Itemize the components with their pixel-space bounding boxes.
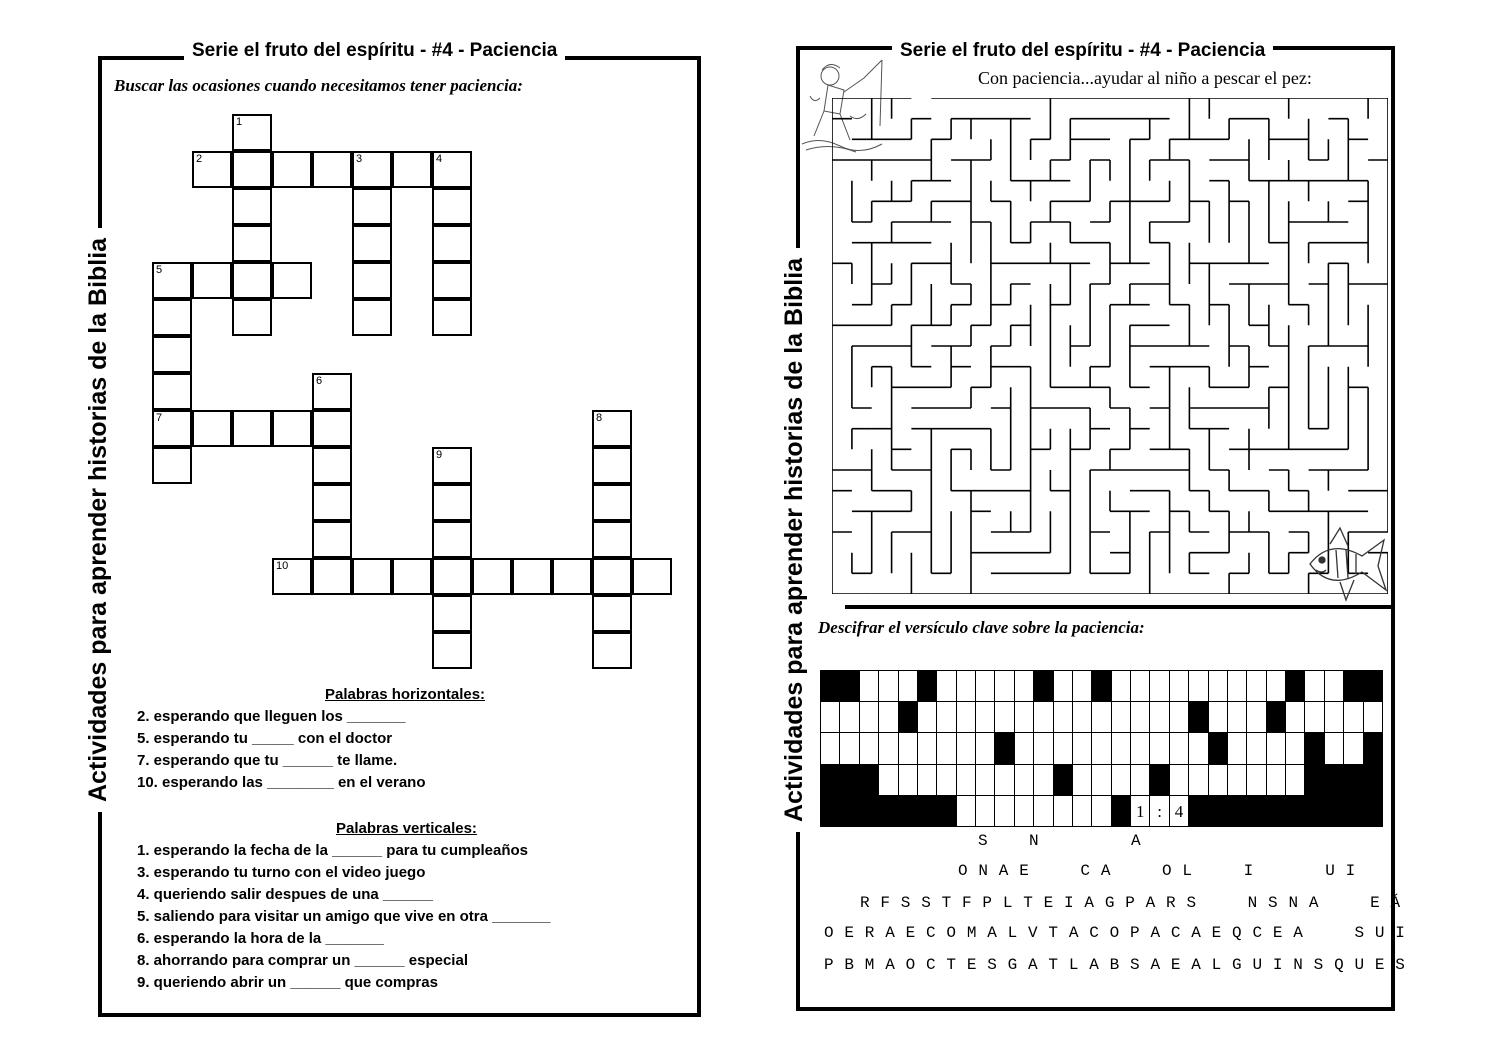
decode-cell (1149, 764, 1169, 796)
crossword-cell[interactable] (432, 299, 472, 336)
decode-cell[interactable] (1072, 764, 1092, 796)
decode-cell[interactable] (1266, 732, 1286, 764)
decode-cell[interactable] (1072, 732, 1092, 764)
decode-cell (1304, 764, 1324, 796)
decode-cell[interactable] (1246, 701, 1266, 733)
crossword-cell[interactable] (312, 373, 352, 410)
decode-cell[interactable] (994, 701, 1014, 733)
decode-cell[interactable] (975, 701, 995, 733)
decode-cell[interactable] (859, 701, 879, 733)
decode-cell[interactable] (956, 701, 976, 733)
decode-cell[interactable] (1014, 764, 1034, 796)
verse-reference-cell: 4 (1169, 795, 1189, 827)
crossword-cell[interactable] (152, 336, 192, 373)
crossword-cell[interactable] (272, 410, 312, 447)
decode-cell[interactable] (1169, 670, 1189, 702)
decode-cell[interactable] (878, 670, 898, 702)
decode-cell[interactable] (1208, 670, 1228, 702)
crossword-cell[interactable] (192, 151, 232, 188)
decode-cell[interactable] (1208, 764, 1228, 796)
decode-cell[interactable] (878, 732, 898, 764)
crossword-clue-number: 7 (156, 412, 163, 424)
crossword-cell[interactable] (152, 262, 192, 299)
decode-cell (878, 795, 898, 827)
decode-cell[interactable] (1130, 764, 1150, 796)
decode-cell[interactable] (975, 670, 995, 702)
decode-cell[interactable] (994, 670, 1014, 702)
decode-cell[interactable] (1053, 701, 1073, 733)
decode-cell[interactable] (1014, 732, 1034, 764)
decode-cell (1324, 764, 1344, 796)
letter-row: P B M A O C T E S G A T L A B S A E A L G U I N S Q U E S (824, 956, 1406, 974)
decode-cell[interactable] (1246, 764, 1266, 796)
crossword-cell[interactable] (232, 299, 272, 336)
decode-cell[interactable] (1130, 701, 1150, 733)
crossword-cell[interactable] (432, 521, 472, 558)
crossword-cell[interactable] (272, 558, 312, 595)
crossword-cell[interactable] (312, 151, 352, 188)
horizontal-heading: Palabras horizontales: (325, 686, 486, 703)
decode-cell[interactable] (1014, 701, 1034, 733)
decode-cell[interactable] (1130, 670, 1150, 702)
decode-cell[interactable] (1014, 795, 1034, 827)
decode-cell (1053, 764, 1073, 796)
decode-cell (1208, 795, 1228, 827)
decode-cell[interactable] (1149, 670, 1169, 702)
crossword-cell[interactable] (432, 262, 472, 299)
crossword-cell[interactable] (352, 299, 392, 336)
decode-cell[interactable] (1266, 764, 1286, 796)
crossword-cell[interactable] (192, 410, 232, 447)
decode-cell (1343, 764, 1363, 796)
decode-cell[interactable] (1149, 732, 1169, 764)
decode-cell[interactable] (839, 701, 859, 733)
clue-v6: 6. esperando la hora de la _______ (137, 930, 384, 947)
decode-cell[interactable] (898, 732, 918, 764)
decode-cell (1324, 795, 1344, 827)
crossword-cell[interactable] (352, 151, 392, 188)
decode-cell[interactable] (975, 732, 995, 764)
decode-cell (820, 795, 840, 827)
decode-cell[interactable] (1227, 732, 1247, 764)
decode-cell[interactable] (1304, 701, 1324, 733)
crossword-clue-number: 10 (276, 560, 289, 572)
crossword-cell[interactable] (232, 151, 272, 188)
crossword-cell[interactable] (272, 262, 312, 299)
decode-cell[interactable] (1324, 670, 1344, 702)
decode-cell[interactable] (839, 732, 859, 764)
decode-cell[interactable] (1343, 701, 1363, 733)
crossword-cell[interactable] (592, 632, 632, 669)
crossword-cell[interactable] (592, 447, 632, 484)
verse-decode-grid (820, 670, 1382, 826)
crossword-cell[interactable] (592, 410, 632, 447)
decode-cell (898, 701, 918, 733)
crossword-clue-number: 9 (436, 449, 443, 461)
crossword-cell[interactable] (232, 188, 272, 225)
decode-cell[interactable] (1324, 701, 1344, 733)
maze-instruction: Con paciencia...ayudar al niño a pescar el pez: (978, 68, 1312, 88)
crossword-cell[interactable] (392, 558, 432, 595)
verse-reference-cell: : (1149, 795, 1169, 827)
right-page-header: Serie el fruto del espíritu - #4 - Paciencia (892, 40, 1273, 62)
decode-cell[interactable] (1091, 701, 1111, 733)
crossword-cell[interactable] (432, 484, 472, 521)
crossword-cell[interactable] (152, 447, 192, 484)
crossword-cell[interactable] (352, 558, 392, 595)
verse-reference-cell: 1 (1130, 795, 1150, 827)
crossword-clue-number: 2 (196, 153, 203, 165)
decode-cell (1285, 795, 1305, 827)
left-page-header: Serie el fruto del espíritu - #4 - Paciencia (184, 40, 565, 62)
crossword-cell[interactable] (432, 595, 472, 632)
left-side-title: Actividades para aprender historias de la Biblia (84, 228, 113, 812)
crossword-instruction: Buscar las ocasiones cuando necesitamos tener paciencia: (114, 76, 523, 95)
decode-cell (1363, 795, 1383, 827)
crossword-cell[interactable] (352, 225, 392, 262)
crossword-cell[interactable] (432, 188, 472, 225)
crossword-cell[interactable] (432, 558, 472, 595)
decode-cell (820, 670, 840, 702)
crossword-cell[interactable] (632, 558, 672, 595)
decode-cell[interactable] (936, 732, 956, 764)
decode-cell (936, 795, 956, 827)
decode-cell[interactable] (917, 701, 937, 733)
crossword-cell[interactable] (472, 558, 512, 595)
decode-cell[interactable] (1169, 701, 1189, 733)
decode-cell (1266, 701, 1286, 733)
decode-cell[interactable] (878, 764, 898, 796)
crossword-cell[interactable] (352, 262, 392, 299)
fish-illustration (1300, 520, 1390, 604)
crossword-cell[interactable] (312, 447, 352, 484)
clue-v9: 9. queriendo abrir un ______ que compras (137, 974, 438, 991)
decode-cell[interactable] (1130, 732, 1150, 764)
decode-cell[interactable] (1072, 795, 1092, 827)
decode-cell (839, 670, 859, 702)
clue-h7: 7. esperando que tu ______ te llame. (137, 752, 398, 769)
decode-cell[interactable] (1227, 670, 1247, 702)
decode-cell[interactable] (1208, 701, 1228, 733)
crossword-cell[interactable] (232, 262, 272, 299)
letter-row: R F S S T F P L T E I A G P A R S N S N A E Á (860, 894, 1401, 912)
decode-instruction: Descifrar el versículo clave sobre la paciencia: (818, 618, 1145, 637)
crossword-cell[interactable] (312, 410, 352, 447)
decode-cell (1091, 670, 1111, 702)
horizontal-clues (137, 684, 537, 794)
crossword-cell[interactable] (352, 188, 392, 225)
decode-cell (1033, 670, 1053, 702)
decode-cell[interactable] (936, 670, 956, 702)
letter-row: O E R A E C O M A L V T A C O P A C A E Q C E A S U I (824, 924, 1406, 942)
crossword-cell[interactable] (232, 410, 272, 447)
decode-cell (1227, 795, 1247, 827)
decode-cell (917, 795, 937, 827)
crossword-cell[interactable] (312, 484, 352, 521)
clue-v3: 3. esperando tu turno con el video juego (137, 864, 426, 881)
decode-cell (898, 795, 918, 827)
decode-cell (917, 670, 937, 702)
decode-cell[interactable] (956, 764, 976, 796)
decode-cell[interactable] (1304, 670, 1324, 702)
decode-cell[interactable] (1169, 732, 1189, 764)
decode-cell (859, 795, 879, 827)
crossword-cell[interactable] (512, 558, 552, 595)
clue-h5: 5. esperando tu _____ con el doctor (137, 730, 393, 747)
crossword-cell[interactable] (232, 225, 272, 262)
letter-row: S N A (978, 832, 1142, 850)
decode-cell[interactable] (1072, 701, 1092, 733)
decode-cell[interactable] (1033, 732, 1053, 764)
decode-cell[interactable] (1246, 732, 1266, 764)
decode-cell (1363, 764, 1383, 796)
decode-cell[interactable] (917, 732, 937, 764)
clue-v8: 8. ahorrando para comprar un ______ especial (137, 952, 468, 969)
decode-cell[interactable] (994, 795, 1014, 827)
crossword-cell[interactable] (152, 410, 192, 447)
decode-cell[interactable] (1091, 732, 1111, 764)
vertical-heading: Palabras verticales: (336, 820, 477, 837)
decode-cell[interactable] (1363, 701, 1383, 733)
crossword-clue-number: 1 (236, 116, 243, 128)
decode-cell (994, 732, 1014, 764)
crossword-cell[interactable] (312, 521, 352, 558)
decode-cell (839, 764, 859, 796)
clue-v4: 4. queriendo salir despues de una ______ (137, 886, 433, 903)
clue-h2: 2. esperando que lleguen los _______ (137, 708, 406, 725)
crossword-cell[interactable] (152, 373, 192, 410)
decode-cell[interactable] (1072, 670, 1092, 702)
decode-cell[interactable] (1149, 701, 1169, 733)
decode-cell[interactable] (1053, 732, 1073, 764)
crossword-cell[interactable] (592, 558, 632, 595)
crossword-clue-number: 4 (436, 153, 443, 165)
decode-cell (1188, 701, 1208, 733)
decode-cell (839, 795, 859, 827)
decode-cell[interactable] (1053, 795, 1073, 827)
decode-cell[interactable] (820, 701, 840, 733)
decode-cell[interactable] (956, 732, 976, 764)
crossword-cell[interactable] (312, 558, 352, 595)
decode-cell[interactable] (1111, 732, 1131, 764)
decode-cell[interactable] (1033, 701, 1053, 733)
crossword-cell[interactable] (592, 521, 632, 558)
crossword-cell[interactable] (232, 114, 272, 151)
decode-cell[interactable] (1111, 701, 1131, 733)
decode-cell (1304, 795, 1324, 827)
decode-cell[interactable] (898, 670, 918, 702)
decode-cell[interactable] (975, 764, 995, 796)
crossword-cell[interactable] (552, 558, 592, 595)
decode-cell[interactable] (898, 764, 918, 796)
decode-cell[interactable] (1111, 764, 1131, 796)
decode-cell (1285, 670, 1305, 702)
decode-cell[interactable] (936, 764, 956, 796)
decode-cell[interactable] (1246, 670, 1266, 702)
decode-cell (1363, 732, 1383, 764)
decode-cell[interactable] (1227, 701, 1247, 733)
decode-cell (1343, 795, 1363, 827)
maze-divider (845, 605, 1391, 609)
crossword-cell[interactable] (392, 151, 432, 188)
decode-cell[interactable] (1033, 764, 1053, 796)
crossword-cell[interactable] (432, 447, 472, 484)
decode-cell[interactable] (1285, 764, 1305, 796)
crossword-clue-number: 3 (356, 153, 363, 165)
decode-cell (1363, 670, 1383, 702)
decode-cell[interactable] (878, 701, 898, 733)
decode-cell[interactable] (994, 764, 1014, 796)
decode-cell[interactable] (917, 764, 937, 796)
decode-cell[interactable] (936, 701, 956, 733)
decode-cell[interactable] (975, 795, 995, 827)
decode-cell (1246, 795, 1266, 827)
crossword-cell[interactable] (432, 151, 472, 188)
crossword-cell[interactable] (432, 632, 472, 669)
decode-cell (1208, 732, 1228, 764)
vertical-clues (137, 818, 597, 994)
decode-cell[interactable] (1266, 670, 1286, 702)
crossword-clue-number: 6 (316, 375, 323, 387)
decode-cell[interactable] (859, 670, 879, 702)
decode-cell[interactable] (1324, 732, 1344, 764)
decode-cell[interactable] (820, 732, 840, 764)
clue-h10: 10. esperando las ________ en el verano (137, 774, 426, 791)
decode-cell[interactable] (1053, 670, 1073, 702)
decode-cell[interactable] (1285, 701, 1305, 733)
decode-cell[interactable] (1111, 670, 1131, 702)
clue-v5: 5. saliendo para visitar un amigo que vive en otra _______ (137, 908, 551, 925)
crossword-cell[interactable] (272, 151, 312, 188)
decode-cell (859, 764, 879, 796)
decode-cell[interactable] (956, 795, 976, 827)
decode-cell[interactable] (1169, 764, 1189, 796)
decode-cell[interactable] (1188, 670, 1208, 702)
letter-row: O N A E C A O L I U I (958, 862, 1356, 880)
crossword-clue-number: 8 (596, 412, 603, 424)
decode-cell[interactable] (1188, 764, 1208, 796)
crossword-cell[interactable] (192, 262, 232, 299)
decode-cell (1111, 795, 1131, 827)
crossword-cell[interactable] (592, 595, 632, 632)
decode-cell[interactable] (1033, 795, 1053, 827)
right-side-title: Actividades para aprender historias de la Biblia (780, 248, 809, 832)
crossword-clue-number: 5 (156, 264, 163, 276)
decode-cell (820, 764, 840, 796)
decode-cell[interactable] (956, 670, 976, 702)
decode-cell[interactable] (1285, 732, 1305, 764)
decode-cell (1304, 732, 1324, 764)
crossword-cell[interactable] (432, 225, 472, 262)
crossword-cell[interactable] (592, 484, 632, 521)
clue-v1: 1. esperando la fecha de la ______ para tu cumpleaños (137, 842, 529, 859)
decode-cell[interactable] (1188, 732, 1208, 764)
decode-cell[interactable] (1091, 795, 1111, 827)
decode-cell (1188, 795, 1208, 827)
decode-cell[interactable] (1227, 764, 1247, 796)
decode-cell[interactable] (1091, 764, 1111, 796)
decode-cell (1266, 795, 1286, 827)
decode-cell[interactable] (859, 732, 879, 764)
decode-cell[interactable] (1343, 732, 1363, 764)
crossword-cell[interactable] (152, 299, 192, 336)
decode-cell (1343, 670, 1363, 702)
decode-cell[interactable] (1014, 670, 1034, 702)
